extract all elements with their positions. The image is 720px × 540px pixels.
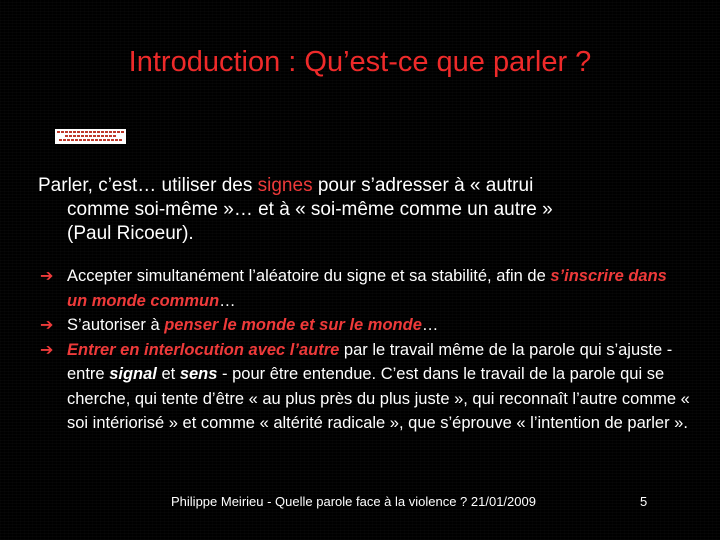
bullet-list [40, 264, 690, 436]
bullet-3-text-b: et [156, 365, 180, 383]
arrow-right-icon: ➔ [40, 339, 54, 359]
bullet-3-emphasis: Entrer en interlocution avec l’autre [67, 340, 340, 359]
intro-line-3: (Paul Ricoeur). [67, 223, 194, 244]
bullet-3-signal: signal [109, 365, 157, 383]
keyword-signes: signes [257, 175, 313, 196]
bullet-3-text-a: par le travail même de la parole qui s’ajuste - entre [67, 340, 673, 383]
bullet-1-ellipsis: … [219, 291, 236, 310]
bullet-item-3 [40, 338, 690, 436]
bullet-1-emphasis: s’inscrire dans un monde commun [67, 267, 667, 310]
bullet-2-ellipsis: … [421, 316, 439, 334]
bullet-item-1 [40, 264, 690, 313]
slide-title: Introduction : Qu’est-ce que parler ? [128, 46, 592, 78]
slide-footer: Philippe Meirieu - Quelle parole face à la violence ? 21/01/2009 [171, 494, 536, 509]
bullet-2-text: S’autoriser à [67, 316, 165, 334]
bullet-2-emphasis: penser le monde et sur le monde [164, 316, 422, 334]
bullet-3-sens: sens [179, 365, 218, 383]
embedded-image-thumbnail [55, 129, 126, 144]
bullet-item-2 [40, 313, 690, 338]
page-number: 5 [640, 494, 648, 509]
arrow-right-icon: ➔ [40, 315, 54, 334]
bullet-1-text: Accepter simultanément l’aléatoire du signe et sa stabilité, afin de [67, 267, 551, 285]
intro-line-2: comme soi-même »… et à « soi-même comme un autre » [67, 199, 553, 220]
intro-paragraph [38, 174, 698, 246]
intro-text-part2: pour s’adresser à « autrui [312, 175, 534, 196]
bullet-3-text-c: - pour être entendue. C’est dans le travail de la parole qui se cherche, qui tente d’être « au plus près du plus juste », qui reconnaît l’autre comme « soi intériorisé » et comme « altérité radicale », que s’éprouve « l’intention de parler ». [67, 365, 690, 432]
arrow-right-icon: ➔ [40, 266, 54, 285]
intro-text-part1: Parler, c’est… utiliser des [38, 175, 258, 196]
